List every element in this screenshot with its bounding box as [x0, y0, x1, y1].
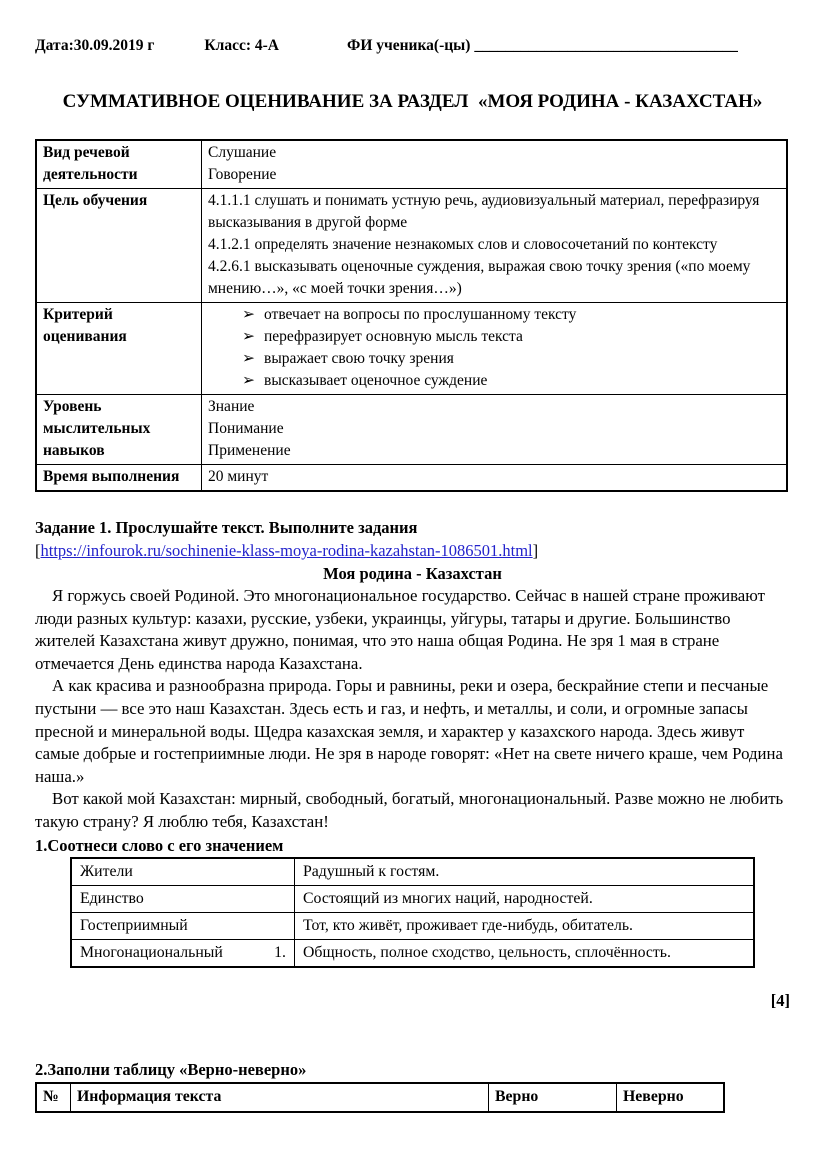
- bullet-item: [242, 326, 780, 348]
- spec-label-cell: Время выполнения: [36, 465, 202, 492]
- page-title: СУММАТИВНОЕ ОЦЕНИВАНИЕ ЗА РАЗДЕЛ «МОЯ РОДИНА - КАЗАХСТАН»: [62, 91, 763, 112]
- match-row: [71, 858, 754, 886]
- story-title: Моя родина - Казахстан: [323, 564, 502, 583]
- spec-value-cell: [202, 140, 788, 189]
- definition-cell: Тот, кто живёт, проживает где-нибудь, обитатель.: [295, 912, 755, 939]
- bullet-text: выражает свою точку зрения: [264, 350, 454, 367]
- column-header-info: Информация текста: [71, 1083, 489, 1112]
- spec-value-line: Знание: [208, 398, 255, 415]
- bullet-text: отвечает на вопросы по прослушанному тексту: [264, 306, 577, 323]
- task2-heading: 2.Заполни таблицу «Верно-неверно»: [35, 1059, 307, 1079]
- match-row: [71, 885, 754, 912]
- story-paragraph-3: Вот какой мой Казахстан: мирный, свободный, богатый, многонациональный. Разве можно не любить такую страну? Я люблю тебя, Казахстан!: [35, 789, 784, 831]
- arrow-bullet-icon: ➢: [242, 372, 255, 389]
- true-false-table: [35, 1082, 725, 1113]
- score-badge: [4]: [770, 990, 790, 1010]
- bullet-item: [242, 304, 780, 326]
- spec-value-line: 4.1.2.1 определять значение незнакомых слов и словосочетаний по контексту: [208, 236, 718, 253]
- bullet-text: высказывает оценочное суждение: [264, 372, 488, 389]
- task1-heading: Задание 1. Прослушайте текст. Выполните задания: [35, 518, 418, 537]
- spec-value-cell: [202, 189, 788, 303]
- spec-value-line: Понимание: [208, 420, 284, 437]
- match-exercise-heading: 1.Соотнеси слово с его значением: [35, 835, 284, 855]
- spec-value-line: Применение: [208, 442, 291, 459]
- term-cell: [71, 939, 295, 967]
- match-row: [71, 912, 754, 939]
- spec-value-line: Слушание: [208, 144, 277, 161]
- definition-cell: Состоящий из многих наций, народностей.: [295, 885, 755, 912]
- arrow-bullet-icon: ➢: [242, 328, 255, 345]
- student-name-label: [347, 36, 738, 56]
- spec-row-learning-goal: [36, 189, 787, 303]
- arrow-bullet-icon: ➢: [242, 350, 255, 367]
- bracket-close: ]: [532, 541, 539, 560]
- spec-value-cell: [202, 303, 788, 395]
- spec-row-thinking-skills: [36, 395, 787, 465]
- spec-value-line: 4.2.6.1 высказывать оценочные суждения, выражая свою точку зрения («по моему мнению…», «с моей точки зрения…»): [208, 258, 751, 297]
- date-label: Дата:30.09.2019 г: [35, 37, 155, 54]
- true-false-header-row: [36, 1083, 724, 1112]
- spec-value-line: 20 минут: [208, 468, 269, 485]
- source-link[interactable]: https://infourok.ru/sochinenie-klass-moya-rodina-kazahstan-1086501.html: [40, 541, 533, 560]
- definition-cell: Общность, полное сходство, цельность, сплочённость.: [295, 939, 755, 967]
- spec-value-line: 4.1.1.1 слушать и понимать устную речь, аудиовизуальный материал, перефразируя высказывания в другой форме: [208, 192, 760, 231]
- bullet-text: перефразирует основную мысль текста: [264, 328, 523, 345]
- column-header-false: Неверно: [617, 1083, 725, 1112]
- doc-header: [35, 36, 790, 56]
- spec-label-cell: Критерий оценивания: [36, 303, 202, 395]
- term-cell: Жители: [71, 858, 295, 886]
- definition-cell: Радушный к гостям.: [295, 858, 755, 886]
- spec-label-cell: Цель обучения: [36, 189, 202, 303]
- bracket-open: [: [35, 541, 41, 560]
- spec-label-cell: Вид речевой деятельности: [36, 140, 202, 189]
- bullet-item: [242, 348, 780, 370]
- spec-value-line: Говорение: [208, 166, 277, 183]
- story-paragraph-1: Я горжусь своей Родиной. Это многонациональное государство. Сейчас в нашей стране проживают люди разных культур: казахи, русские, узбеки, украинцы, уйгуры, татары и другие. Большинство жителей Казахстана живут дружно, понимая, что это наша общая Родина. Не зря 1 мая в стране отмечается День единства народа Казахстана.: [35, 586, 765, 673]
- spec-row-assessment-criteria: [36, 303, 787, 395]
- match-row: [71, 939, 754, 967]
- spec-row-speech-activity: [36, 140, 787, 189]
- term-cell: Единство: [71, 885, 295, 912]
- criteria-bullet-list: [208, 304, 780, 392]
- spec-table: [35, 139, 788, 492]
- bullet-item: [242, 370, 780, 392]
- story-paragraph-2: А как красива и разнообразна природа. Горы и равнины, реки и озера, бескрайние степи и песчаные пустыни — все это наш Казахстан. Здесь есть и газ, и нефть, и металлы, и соли, и огромные запасы пресной и минеральной воды. Щедра казахская земля, и характер у казахского народа. Здесь живут самые добрые и гостеприимные люди. Не зря в народе говорят: «Нет на свете ничего краше, чем Родина наша.»: [35, 676, 783, 786]
- student-label-text: ФИ ученика(-цы): [347, 37, 475, 54]
- spec-value-cell: [202, 465, 788, 492]
- student-blank-line: __________________________________: [474, 37, 738, 54]
- column-header-number: №: [36, 1083, 71, 1112]
- match-table: [70, 857, 755, 968]
- spec-value-cell: [202, 395, 788, 465]
- arrow-bullet-icon: ➢: [242, 306, 255, 323]
- column-header-true: Верно: [489, 1083, 617, 1112]
- source-link-line: [35, 539, 790, 562]
- class-label: Класс: 4-А: [204, 37, 279, 54]
- term-cell: Гостеприимный: [71, 912, 295, 939]
- spec-label-cell: Уровень мыслительных навыков: [36, 395, 202, 465]
- term-number: 1.: [274, 943, 286, 961]
- term-text: Многонациональный: [80, 943, 223, 961]
- spec-row-time: [36, 465, 787, 492]
